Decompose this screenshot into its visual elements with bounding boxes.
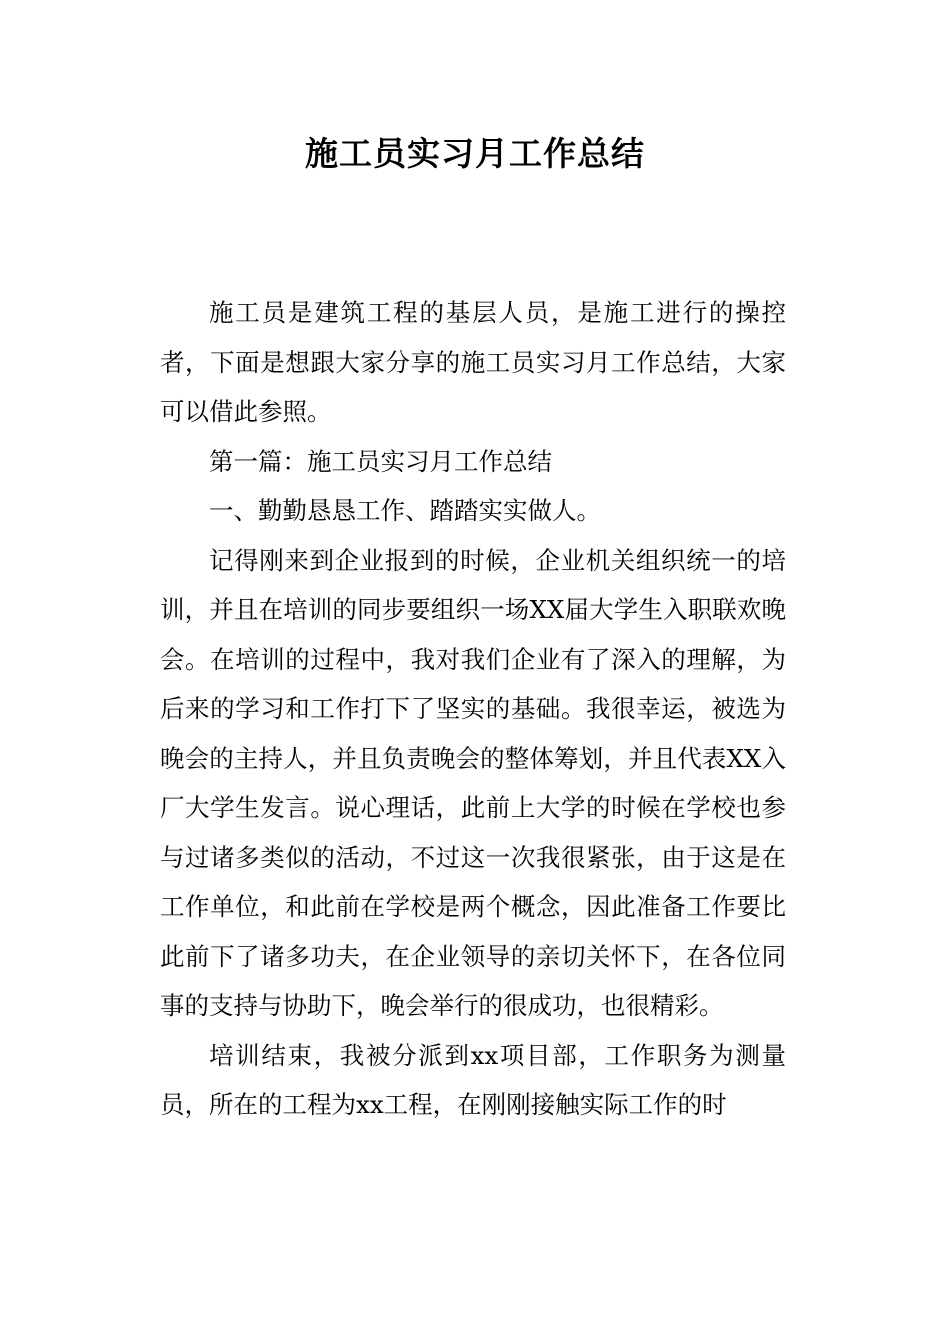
document-body: [160, 288, 786, 1130]
paragraph-section-heading: 第一篇：施工员实习月工作总结: [209, 446, 552, 476]
paragraph-intro: 施工员是建筑工程的基层人员，是施工进行的操控者，下面是想跟大家分享的施工员实习月工作总结，大家可以借此参照。: [160, 298, 786, 426]
document-title: 施工员实习月工作总结: [305, 134, 645, 173]
paragraph-subheading: 一、勤勤恳恳工作、踏踏实实做人。: [209, 496, 601, 525]
paragraph-assignment: 培训结束，我被分派到xx项目部，工作职务为测量员，所在的工程为xx工程，在刚刚接触实际工作的时: [160, 1040, 786, 1119]
paragraph-training: 记得刚来到企业报到的时候，企业机关组织统一的培训，并且在培训的同步要组织一场XX届大学生入职联欢晚会。在培训的过程中，我对我们企业有了深入的理解，为后来的学习和工作打下了坚实的基础。我很幸运，被选为晚会的主持人，并且负责晚会的整体筹划，并且代表XX入厂大学生发言。说心理话，此前上大学的时候在学校也参与过诸多类似的活动，不过这一次我很紧张，由于这是在工作单位，和此前在学校是两个概念，因此准备工作要比此前下了诸多功夫，在企业领导的亲切关怀下，在各位同事的支持与协助下，晚会举行的很成功，也很精彩。: [160, 545, 786, 1020]
